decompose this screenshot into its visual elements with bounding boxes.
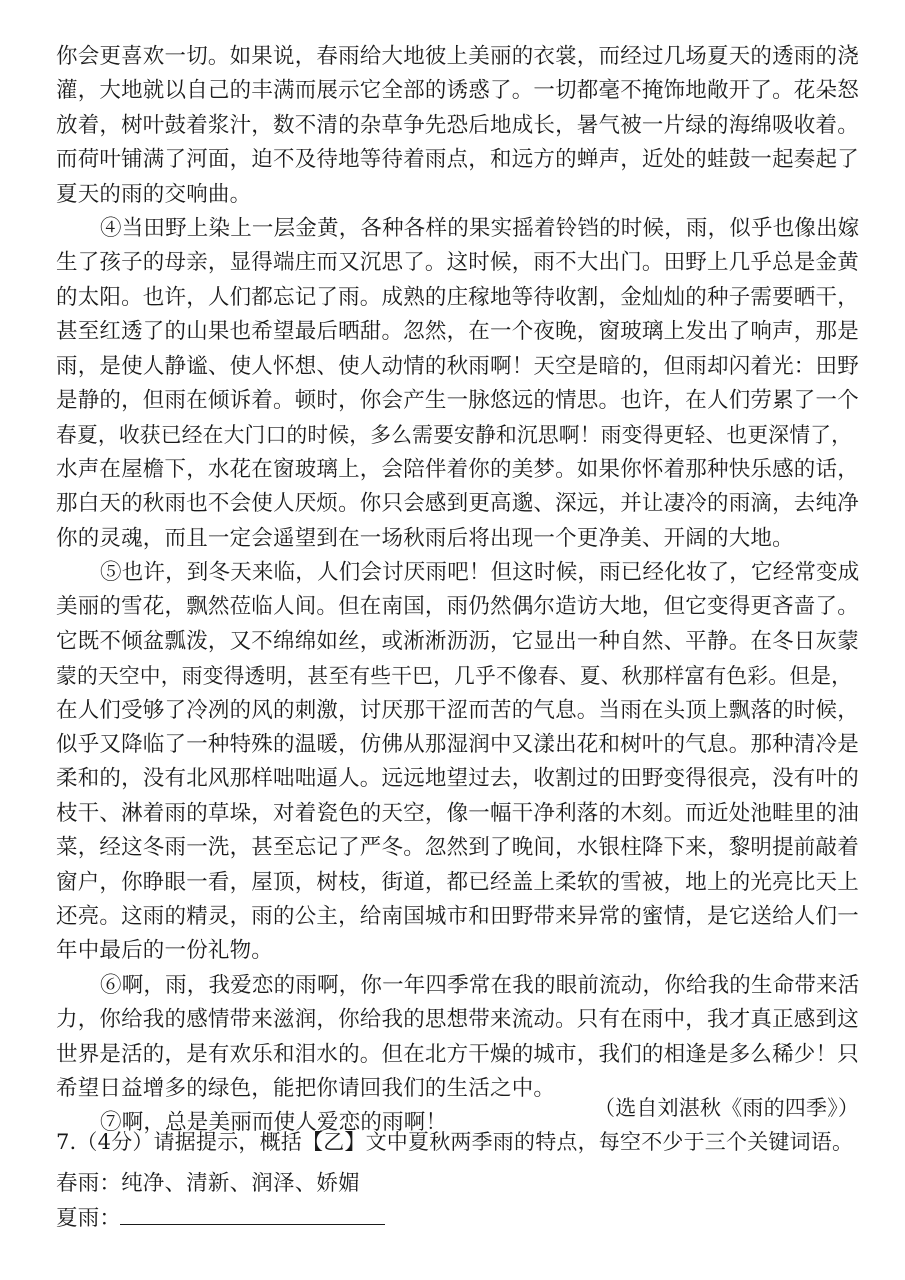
question-prompt: 7.（4分）请据提示，概括【乙】文中夏秋两季雨的特点，每空不少于三个关键词语。	[56, 1130, 854, 1154]
passage-line: 灌，大地就以自己的丰满而展示它全部的诱惑了。一切都毫不掩饰地敞开了。花朵怒	[56, 78, 859, 103]
passage-line: 美丽的雪花，飘然莅临人间。但在南国，雨仍然偶尔造访大地，但它变得更吝啬了。	[56, 594, 859, 619]
passage-line: 是静的，但雨在倾诉着。顿时，你会产生一脉悠远的情思。也许，在人们劳累了一个	[56, 388, 859, 413]
passage-line: 放着，树叶鼓着浆汁，数不清的杂草争先恐后地成长，暑气被一片绿的海绵吸收着。	[56, 113, 859, 138]
passage-line: 蒙的天空中，雨变得透明，甚至有些干巴，几乎不像春、夏、秋那样富有色彩。但是，	[56, 664, 853, 688]
passage-line: ⑥啊，雨，我爱恋的雨啊，你一年四季常在我的眼前流动，你给我的生命带来活	[100, 973, 860, 998]
passage-line: 年中最后的一份礼物。	[56, 938, 274, 963]
passage-line: 菜，经这冬雨一洗，甚至忘记了严冬。忽然到了晚间，水银柱降下来，黎明提前敲着	[56, 835, 859, 860]
passage-line: 你会更喜欢一切。如果说，春雨给大地彼上美丽的衣裳，而经过几场夏天的透雨的浇	[56, 44, 859, 69]
summer-answer-blank[interactable]	[120, 1224, 385, 1225]
passage-line: 世界是活的，是有欢乐和泪水的。但在北方干燥的城市，我们的相逢是多么稀少！只	[56, 1042, 859, 1067]
passage-line: 希望日益增多的绿色，能把你请回我们的生活之中。	[56, 1076, 556, 1101]
passage-line: 枝干、淋着雨的草垛，对着瓷色的天空，像一幅干净利落的木刻。而近处池畦里的油	[56, 801, 859, 826]
passage-line: 力，你给我的感情带来滋润，你给我的思想带来流动。只有在雨中，我才真正感到这	[56, 1007, 859, 1032]
passage-line: 水声在屋檐下，水花在窗玻璃上，会陪伴着你的美梦。如果你怀着那种快乐感的话，	[56, 457, 859, 482]
passage-line: 生了孩子的母亲，显得端庄而又沉思了。这时候，雨不大出门。田野上几乎总是金黄	[56, 250, 859, 275]
passage-line: 它既不倾盆瓢泼，又不绵绵如丝，或淅淅沥沥，它显出一种自然、平静。在冬日灰蒙	[56, 629, 859, 654]
source-citation: （选自刘湛秋《雨的四季》）	[594, 1096, 860, 1120]
passage-line: 那白天的秋雨也不会使人厌烦。你只会感到更高邈、深远，并让凄冷的雨滴，去纯净	[56, 491, 859, 516]
passage-line: 夏天的雨的交响曲。	[56, 182, 252, 207]
passage-line: ⑤也许，到冬天来临，人们会讨厌雨吧！但这时候，雨已经化妆了，它经常变成	[100, 560, 860, 585]
passage-line: 柔和的，没有北风那样咄咄逼人。远远地望过去，收割过的田野变得很亮，没有叶的	[56, 766, 859, 791]
passage-line: 雨，是使人静谧、使人怀想、使人动情的秋雨啊！天空是暗的，但雨却闪着光：田野	[56, 354, 859, 379]
summer-label: 夏雨：	[56, 1206, 122, 1231]
passage-line: 甚至红透了的山果也希望最后晒甜。忽然，在一个夜晚，窗玻璃上发出了响声，那是	[56, 319, 859, 344]
passage-line: 窗户，你睁眼一看，屋顶，树枝，街道，都已经盖上柔软的雪被，地上的光亮比天上	[56, 870, 859, 895]
passage-line: ④当田野上染上一层金黄，各种各样的果实摇着铃铛的时候，雨，似乎也像出嫁	[100, 216, 860, 241]
passage-line: 的太阳。也许，人们都忘记了雨。成熟的庄稼地等待收割，金灿灿的种子需要晒干，	[56, 285, 859, 310]
spring-answer: 春雨：纯净、清新、润泽、娇媚	[56, 1171, 360, 1196]
passage-line: 春夏，收获已经在大门口的时候，多么需要安静和沉思啊！雨变得更轻、也更深情了，	[56, 423, 853, 447]
passage-line: 还亮。这雨的精灵，雨的公主，给南国城市和田野带来异常的蜜情，是它送给人们一	[56, 904, 859, 929]
passage-line: 你的灵魂，而且一定会遥望到在一场秋雨后将出现一个更净美、开阔的大地。	[56, 526, 794, 551]
passage-line: 似乎又降临了一种特殊的温暖，仿佛从那湿润中又漾出花和树叶的气息。那种清冷是	[56, 732, 859, 757]
passage-line: 而荷叶铺满了河面，迫不及待地等待着雨点，和远方的蝉声，近处的蛙鼓一起奏起了	[56, 147, 859, 172]
passage-line: ⑦啊，总是美丽而使人爱恋的雨啊！	[100, 1110, 448, 1135]
passage-line: 在人们受够了冷冽的风的刺激，讨厌那干涩而苦的气息。当雨在头顶上飘落的时候，	[56, 698, 859, 723]
